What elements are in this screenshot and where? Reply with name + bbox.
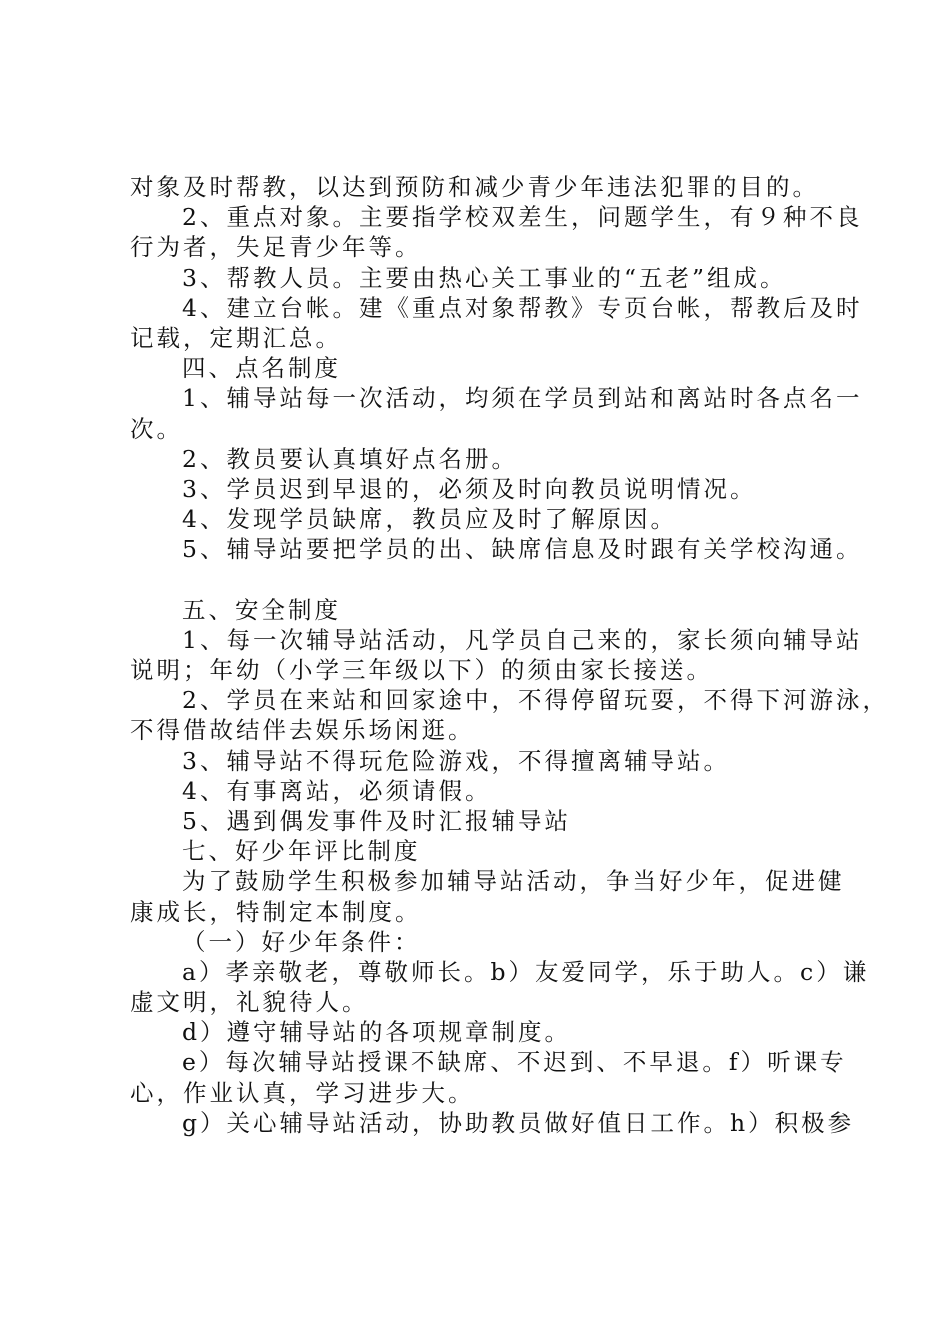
paragraph-line: 说明；年幼（小学三年级以下）的须由家长接送。 <box>130 656 713 684</box>
paragraph-line: 4、有事离站，必须请假。 <box>182 776 492 805</box>
paragraph-line: 4、建立台帐。建《重点对象帮教》专页台帐，帮教后及时 <box>182 293 863 322</box>
paragraph-line: a）孝亲敬老，尊敬师长。b）友爱同学，乐于助人。c）谦 <box>182 957 870 986</box>
paragraph-line: 四、点名制度 <box>182 354 341 383</box>
paragraph-line: g）关心辅导站活动，协助教员做好值日工作。h）积极参 <box>182 1108 855 1137</box>
paragraph-line: 七、好少年评比制度 <box>182 837 421 866</box>
paragraph-line: d）遵守辅导站的各项规章制度。 <box>182 1018 572 1047</box>
paragraph-line: 行为者，失足青少年等。 <box>130 233 422 262</box>
paragraph-line: 5、辅导站要把学员的出、缺席信息及时跟有关学校沟通。 <box>182 535 863 564</box>
paragraph-line: 不得借故结伴去娱乐场闲逛。 <box>130 716 475 745</box>
paragraph-line: e）每次辅导站授课不缺席、不迟到、不早退。f）听课专 <box>182 1048 847 1077</box>
paragraph-line: 3、学员迟到早退的，必须及时向教员说明情况。 <box>182 474 757 503</box>
paragraph-line: 为了鼓励学生积极参加辅导站活动，争当好少年，促进健 <box>182 867 845 896</box>
paragraph-line: 2、重点对象。主要指学校双差生，问题学生，有９种不良 <box>182 203 863 232</box>
paragraph-line: 记载，定期汇总。 <box>130 323 342 352</box>
paragraph-line: （一）好少年条件： <box>182 927 421 956</box>
paragraph-line: 2、教员要认真填好点名册。 <box>182 444 518 473</box>
paragraph-line: 心，作业认真，学习进步大。 <box>130 1078 475 1107</box>
paragraph-line: 1、每一次辅导站活动，凡学员自己来的，家长须向辅导站 <box>182 625 863 654</box>
paragraph-line: 3、辅导站不得玩危险游戏，不得擅离辅导站。 <box>182 746 730 775</box>
paragraph-line: 五、安全制度 <box>182 595 341 624</box>
paragraph-line: 康成长，特制定本制度。 <box>130 897 422 926</box>
blank-line <box>130 564 830 594</box>
paragraph-line: 3、帮教人员。主要由热心关工事业的“五老”组成。 <box>182 263 787 292</box>
paragraph-line: 2、学员在来站和回家途中，不得停留玩耍，不得下河游泳， <box>182 686 889 715</box>
paragraph-line: 次。 <box>130 414 183 443</box>
paragraph-line: 1、辅导站每一次活动，均须在学员到站和离站时各点名一 <box>182 384 863 413</box>
paragraph-line: 5、遇到偶发事件及时汇报辅导站 <box>182 806 571 835</box>
paragraph-line: 虚文明，礼貌待人。 <box>130 988 369 1017</box>
document-body <box>130 172 889 1138</box>
paragraph-line: 4、发现学员缺席，教员应及时了解原因。 <box>182 505 677 534</box>
paragraph-line: 对象及时帮教，以达到预防和减少青少年违法犯罪的目的。 <box>130 173 819 201</box>
